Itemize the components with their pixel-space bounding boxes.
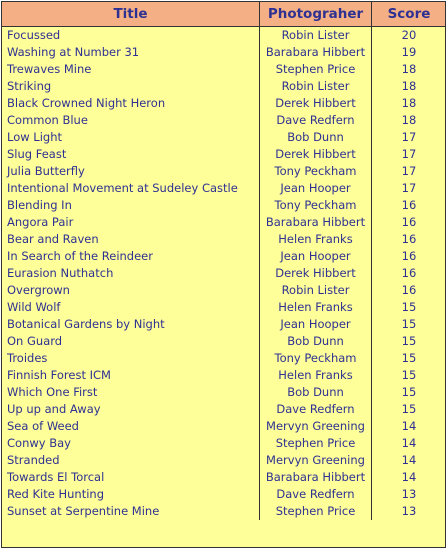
cell-photographer: Barabara Hibbert (260, 214, 372, 231)
cell-score: 15 (372, 299, 447, 316)
table-row (2, 350, 447, 367)
cell-title: Botanical Gardens by Night (2, 316, 260, 333)
cell-photographer: Derek Hibbert (260, 146, 372, 163)
table-row (2, 265, 447, 282)
table-row (2, 401, 447, 418)
cell-score: 16 (372, 248, 447, 265)
cell-title: Low Light (2, 129, 260, 146)
cell-title: Towards El Torcal (2, 469, 260, 486)
cell-score: 15 (372, 316, 447, 333)
cell-score: 15 (372, 401, 447, 418)
cell-score: 14 (372, 469, 447, 486)
cell-photographer: Helen Franks (260, 367, 372, 384)
cell-title: Intentional Movement at Sudeley Castle (2, 180, 260, 197)
column-header-score: Score (372, 2, 447, 27)
table-row (2, 503, 447, 520)
cell-title: Common Blue (2, 112, 260, 129)
table-row (2, 384, 447, 401)
cell-score: 17 (372, 146, 447, 163)
cell-photographer: Helen Franks (260, 231, 372, 248)
cell-title: Which One First (2, 384, 260, 401)
results-table (1, 1, 446, 520)
table-row (2, 452, 447, 469)
cell-photographer: Stephen Price (260, 435, 372, 452)
table-row (2, 299, 447, 316)
cell-photographer: Bob Dunn (260, 129, 372, 146)
cell-photographer: Dave Redfern (260, 401, 372, 418)
cell-score: 13 (372, 503, 447, 520)
table-row (2, 180, 447, 197)
table-row (2, 418, 447, 435)
cell-title: Focussed (2, 27, 260, 45)
cell-photographer: Mervyn Greening (260, 418, 372, 435)
cell-score: 18 (372, 61, 447, 78)
cell-photographer: Barabara Hibbert (260, 44, 372, 61)
table-row (2, 129, 447, 146)
table-row (2, 333, 447, 350)
cell-score: 15 (372, 350, 447, 367)
cell-photographer: Bob Dunn (260, 333, 372, 350)
cell-title: Sea of Weed (2, 418, 260, 435)
table-row (2, 61, 447, 78)
cell-photographer: Helen Franks (260, 299, 372, 316)
cell-photographer: Dave Redfern (260, 112, 372, 129)
cell-title: On Guard (2, 333, 260, 350)
cell-photographer: Derek Hibbert (260, 265, 372, 282)
cell-score: 15 (372, 384, 447, 401)
cell-title: Trewaves Mine (2, 61, 260, 78)
cell-score: 19 (372, 44, 447, 61)
cell-title: Washing at Number 31 (2, 44, 260, 61)
cell-title: Stranded (2, 452, 260, 469)
cell-score: 17 (372, 180, 447, 197)
cell-score: 20 (372, 27, 447, 45)
table-row (2, 163, 447, 180)
table-row (2, 248, 447, 265)
table-row (2, 486, 447, 503)
cell-photographer: Robin Lister (260, 27, 372, 45)
cell-title: Wild Wolf (2, 299, 260, 316)
cell-title: Finnish Forest ICM (2, 367, 260, 384)
cell-score: 18 (372, 112, 447, 129)
cell-photographer: Dave Redfern (260, 486, 372, 503)
table-row (2, 214, 447, 231)
cell-photographer: Derek Hibbert (260, 95, 372, 112)
results-table-frame (1, 1, 446, 548)
table-row (2, 112, 447, 129)
cell-title: In Search of the Reindeer (2, 248, 260, 265)
cell-photographer: Barabara Hibbert (260, 469, 372, 486)
cell-title: Red Kite Hunting (2, 486, 260, 503)
cell-score: 16 (372, 214, 447, 231)
cell-title: Overgrown (2, 282, 260, 299)
cell-photographer: Tony Peckham (260, 350, 372, 367)
cell-score: 16 (372, 231, 447, 248)
cell-photographer: Jean Hooper (260, 316, 372, 333)
cell-score: 15 (372, 333, 447, 350)
cell-photographer: Jean Hooper (260, 180, 372, 197)
cell-score: 18 (372, 78, 447, 95)
table-row (2, 197, 447, 214)
cell-score: 14 (372, 452, 447, 469)
cell-score: 17 (372, 163, 447, 180)
cell-photographer: Bob Dunn (260, 384, 372, 401)
cell-title: Slug Feast (2, 146, 260, 163)
cell-title: Sunset at Serpentine Mine (2, 503, 260, 520)
table-body (2, 27, 447, 521)
cell-score: 16 (372, 282, 447, 299)
cell-title: Blending In (2, 197, 260, 214)
cell-photographer: Robin Lister (260, 282, 372, 299)
table-row (2, 231, 447, 248)
cell-score: 14 (372, 435, 447, 452)
cell-title: Angora Pair (2, 214, 260, 231)
cell-score: 15 (372, 367, 447, 384)
column-header-title: Title (2, 2, 260, 27)
cell-score: 16 (372, 197, 447, 214)
cell-title: Up up and Away (2, 401, 260, 418)
cell-score: 17 (372, 129, 447, 146)
table-row (2, 78, 447, 95)
cell-photographer: Tony Peckham (260, 163, 372, 180)
cell-title: Conwy Bay (2, 435, 260, 452)
table-row (2, 469, 447, 486)
cell-score: 13 (372, 486, 447, 503)
cell-title: Bear and Raven (2, 231, 260, 248)
table-row (2, 27, 447, 45)
header-row (2, 2, 447, 27)
cell-photographer: Jean Hooper (260, 248, 372, 265)
cell-photographer: Stephen Price (260, 61, 372, 78)
table-row (2, 435, 447, 452)
cell-photographer: Stephen Price (260, 503, 372, 520)
cell-title: Black Crowned Night Heron (2, 95, 260, 112)
cell-title: Striking (2, 78, 260, 95)
cell-photographer: Robin Lister (260, 78, 372, 95)
cell-score: 18 (372, 95, 447, 112)
cell-score: 14 (372, 418, 447, 435)
cell-title: Julia Butterfly (2, 163, 260, 180)
column-header-photographer: Photograher (260, 2, 372, 27)
table-row (2, 44, 447, 61)
table-row (2, 367, 447, 384)
cell-photographer: Mervyn Greening (260, 452, 372, 469)
cell-score: 16 (372, 265, 447, 282)
table-row (2, 282, 447, 299)
cell-title: Eurasion Nuthatch (2, 265, 260, 282)
table-row (2, 316, 447, 333)
cell-photographer: Tony Peckham (260, 197, 372, 214)
table-row (2, 95, 447, 112)
cell-title: Troides (2, 350, 260, 367)
table-row (2, 146, 447, 163)
